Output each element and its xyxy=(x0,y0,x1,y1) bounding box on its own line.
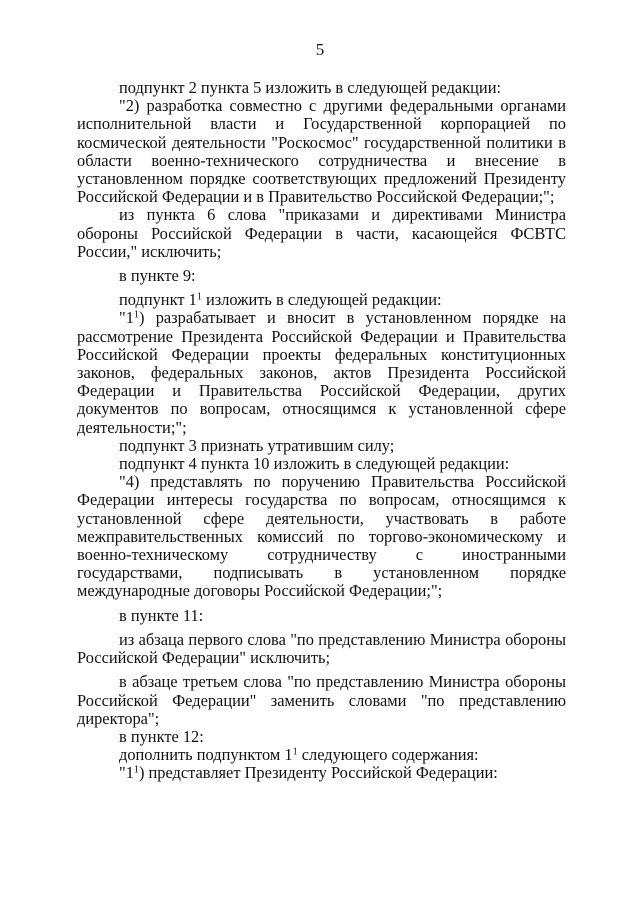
paragraph-1: подпункт 2 пункта 5 изложить в следующей редакции: xyxy=(119,78,502,97)
paragraph-14: дополнить подпунктом $1^1$ следующего содержания: xyxy=(119,745,479,765)
paragraph-6: "$1^1$) разрабатывает и вносит в установленном порядке на рассмотрение Президента Российской Федерации и Правительства Российской Федерации проекты федеральных конституционных законов, федеральных законов, актов Президента Российской Федерации и Правительства Российской Федерации, других документов по вопросам, относящимся к установленной сфере деятельности;"; xyxy=(77,308,566,437)
paragraph-9: "4) представлять по поручению Правительства Российской Федерации интересы государства по вопросам, относящимся к установленной сфере деятельности, участвовать в работе межправительственных комиссий по торгово-экономическому и военно-техническому сотрудничеству с иностранными государствами, подписывать в установленном порядке международные договоры Российской Федерации;"; xyxy=(77,472,566,601)
paragraph-7: подпункт 3 признать утратившим силу; xyxy=(119,435,395,455)
paragraph-15: "$1^1$) представляет Президенту Российской Федерации: xyxy=(119,763,498,783)
paragraph-8: подпункт 4 пункта 10 изложить в следующей редакции: xyxy=(119,454,510,474)
paragraph-10: в пункте 11: xyxy=(119,605,204,625)
paragraph-12: в абзаце третьем слова "по представлению Министра обороны Российской Федерации" заменить словами "по представлению директора"; xyxy=(77,672,566,728)
paragraph-13: в пункте 12: xyxy=(119,726,204,746)
page-number: 5 xyxy=(315,40,325,59)
paragraph-2: "2) разработка совместно с другими федеральными органами исполнительной власти и Государственной корпорацией по космической деятельности "Роскосмос" государственной политики в области военно-технического сотрудничества и внесение в установленном порядке соответствующих предложений Президенту Российской Федерации и в Правительство Российской Федерации;"; xyxy=(77,96,566,207)
paragraph-4: в пункте 9: xyxy=(119,266,196,286)
paragraph-5: подпункт $1^1$ изложить в следующей редакции: xyxy=(119,290,442,310)
paragraph-11: из абзаца первого слова "по представлению Министра обороны Российской Федерации" исключить; xyxy=(77,629,566,668)
document-body xyxy=(77,79,566,783)
paragraph-3: из пункта 6 слова "приказами и директивами Министра обороны Российской Федерации в части, касающейся ФСВТС России," исключить; xyxy=(77,205,566,261)
